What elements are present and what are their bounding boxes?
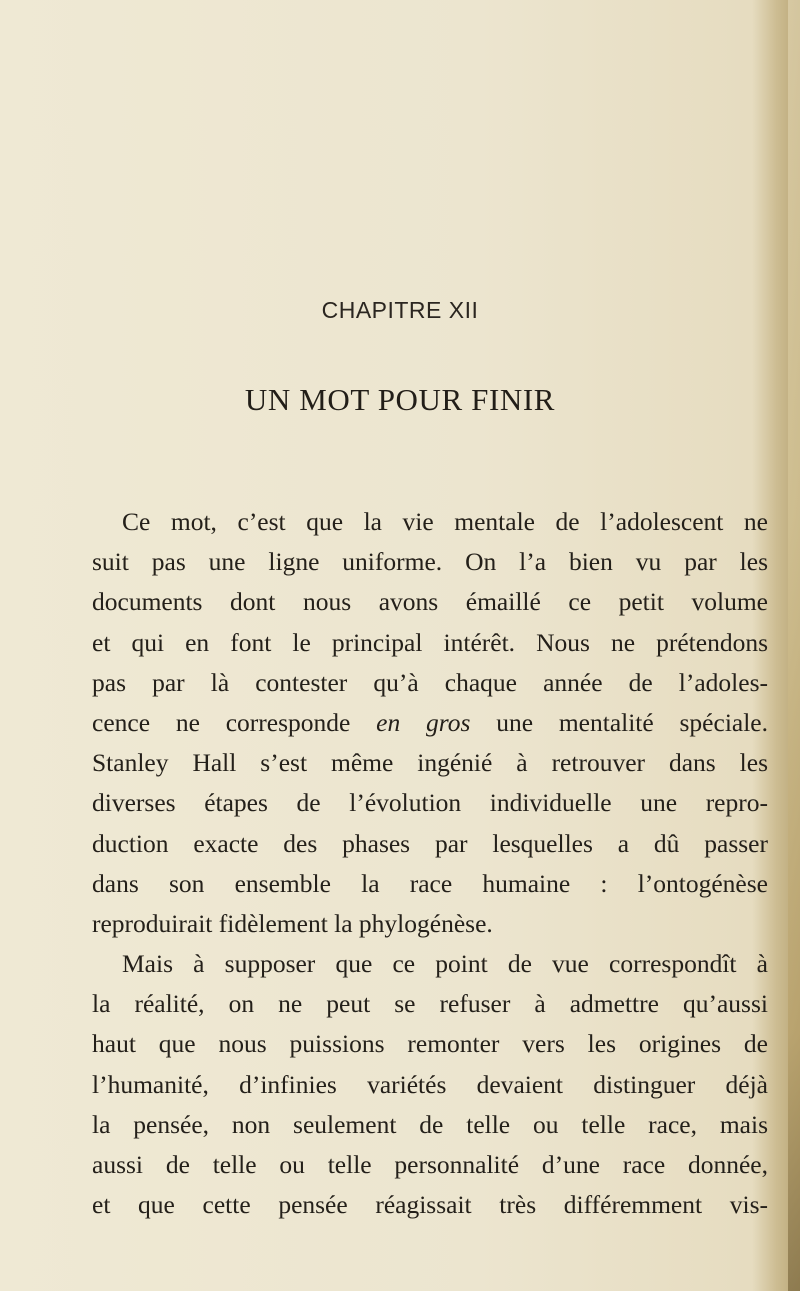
text-line: duction exacte des phases par lesquelles a dû passer: [92, 828, 768, 858]
text-line: suit pas une ligne uniforme. On l’a bien vu par les: [92, 547, 768, 577]
text-line: reproduirait fidèlement la phylogénèse.: [92, 908, 493, 938]
text-line: et que cette pensée réagissait très différemment vis-: [92, 1190, 768, 1220]
italic-phrase: en gros: [376, 707, 471, 737]
text-line: la réalité, on ne peut se refuser à admettre qu’aussi: [92, 989, 768, 1019]
text-line: aussi de telle ou telle personnalité d’une race donnée,: [92, 1150, 768, 1179]
text-line: la pensée, non seulement de telle ou telle race, mais: [92, 1109, 768, 1139]
text-line-with-italic: [92, 703, 768, 743]
text-line: Stanley Hall s’est même ingénié à retrouver dans les: [92, 748, 768, 778]
text-line: dans son ensemble la race humaine : l’ontogénèse: [92, 868, 768, 898]
text-line: et qui en font le principal intérêt. Nous ne prétendons: [92, 627, 768, 657]
text-line: pas par là contester qu’à chaque année de l’adoles-: [92, 667, 768, 697]
text-segment: une mentalité spéciale.: [470, 707, 769, 737]
chapter-title: UN MOT POUR FINIR: [244, 382, 556, 417]
chapter-label: CHAPITRE XII: [321, 297, 479, 323]
text-line: diverses étapes de l’évolution individuelle une repro-: [92, 788, 768, 818]
body-text: [92, 502, 768, 1225]
text-line: haut que nous puissions remonter vers les origines de: [92, 1029, 768, 1059]
text-line: documents dont nous avons émaillé ce petit volume: [92, 587, 768, 617]
page-edge-shadow: [788, 0, 800, 1291]
text-segment: cence ne corresponde: [92, 707, 377, 737]
text-line: Mais à supposer que ce point de vue correspondît à: [122, 949, 768, 979]
text-line: Ce mot, c’est que la vie mentale de l’adolescent ne: [122, 507, 768, 536]
text-line: l’humanité, d’infinies variétés devaient distinguer déjà: [92, 1069, 768, 1099]
